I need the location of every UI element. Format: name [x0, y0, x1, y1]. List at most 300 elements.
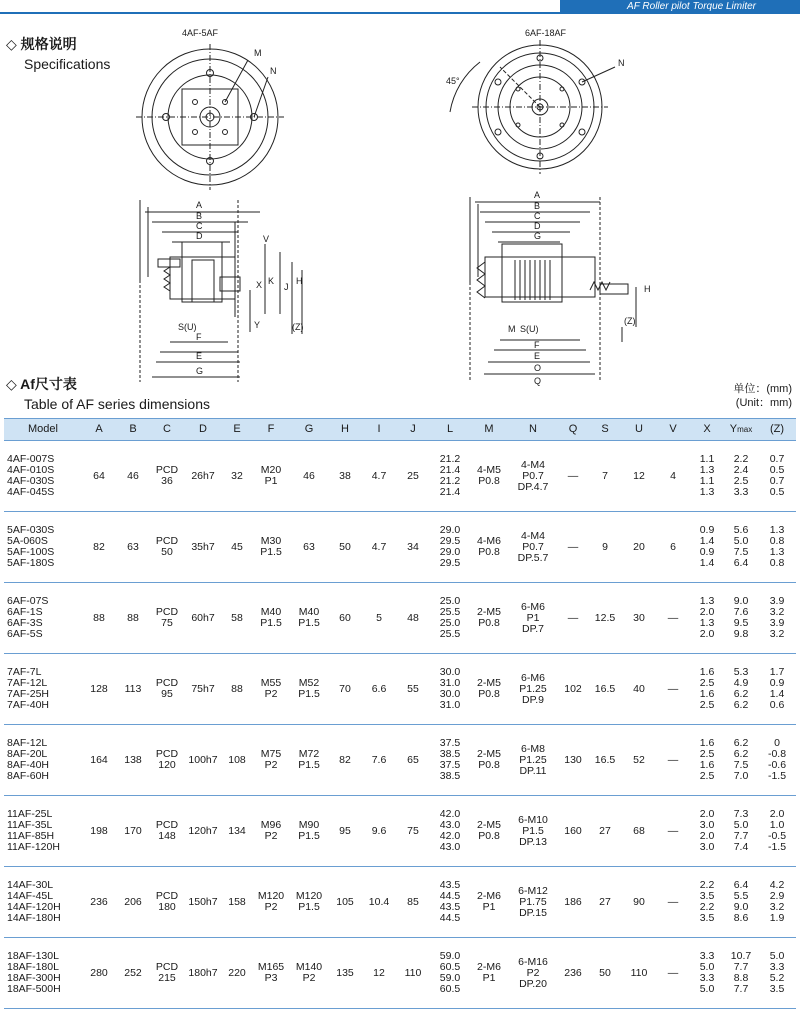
cell-line: DP.5.7	[517, 551, 549, 564]
cell-line: 4AF-007S	[7, 453, 55, 465]
cell-h: 95	[328, 796, 362, 867]
cell-l	[430, 654, 470, 725]
cell-h: 38	[328, 441, 362, 512]
cell-model	[4, 512, 82, 583]
cell-g	[290, 938, 328, 1009]
cell-line: P2	[302, 972, 316, 984]
column-header: (Z)	[758, 419, 796, 441]
cell-line: 4AF-030S	[7, 475, 55, 487]
cell-line: 148	[158, 830, 176, 842]
cell-x	[690, 583, 724, 654]
cell-line: 1.3	[699, 464, 715, 476]
cell-n	[508, 512, 558, 583]
cell-g	[290, 441, 328, 512]
cell-q: 102	[558, 654, 588, 725]
cell-d: 60h7	[184, 583, 222, 654]
cell-line: DP.20	[519, 977, 547, 990]
cell-line: 4.9	[733, 677, 749, 689]
cell-e: 134	[222, 796, 252, 867]
cell-line: 6-M8	[521, 742, 545, 755]
cell-a: 236	[82, 867, 116, 938]
cell-n	[508, 654, 558, 725]
cell-line: 25.5	[439, 606, 461, 618]
cell-e: 88	[222, 654, 252, 725]
cell-s: 50	[588, 938, 622, 1009]
cell-line: 21.2	[439, 453, 461, 465]
cell-line: 7.4	[733, 841, 749, 853]
cell-line: PCD	[155, 890, 179, 902]
cell-line: PCD	[155, 464, 179, 476]
cell-h: 70	[328, 654, 362, 725]
label-n-right: N	[618, 58, 625, 68]
cell-line: 4.2	[769, 879, 785, 891]
cell-s: 27	[588, 796, 622, 867]
cell-m	[470, 441, 508, 512]
cell-line: 180	[158, 901, 176, 913]
unit-en: (Unit：mm)	[735, 397, 792, 409]
cell-line: 5.0	[699, 983, 715, 995]
cell-a: 88	[82, 583, 116, 654]
cell-y	[724, 725, 758, 796]
cell-line: 29.5	[439, 557, 461, 569]
cell-line: M40	[298, 606, 320, 618]
cell-y	[724, 867, 758, 938]
cell-line: 30.0	[439, 688, 461, 700]
cell-line: 1.3	[699, 617, 715, 629]
cell-line: 1.0	[769, 819, 785, 831]
cell-b: 88	[116, 583, 150, 654]
cell-line: 30.0	[439, 666, 461, 678]
banner-title: AF Roller pilot Torque Limiter	[627, 1, 756, 12]
cell-s: 16.5	[588, 654, 622, 725]
label-a-right: A	[534, 190, 541, 200]
cell-line: 5AF-100S	[7, 546, 55, 558]
cell-line: 7AF-25H	[7, 688, 50, 700]
cell-line: PCD	[155, 677, 179, 689]
cell-i: 9.6	[362, 796, 396, 867]
cell-d: 120h7	[184, 796, 222, 867]
cell-model	[4, 725, 82, 796]
cell-x	[690, 441, 724, 512]
label-m-right: M	[508, 324, 516, 334]
cell-v: —	[656, 938, 690, 1009]
cell-line: 0.9	[699, 546, 715, 558]
cell-line: 2.5	[733, 475, 749, 487]
cell-q: 160	[558, 796, 588, 867]
cell-j: 48	[396, 583, 430, 654]
cell-line: 6AF-1S	[7, 606, 43, 618]
column-header: Q	[558, 419, 588, 441]
cell-l	[430, 725, 470, 796]
cell-s: 7	[588, 441, 622, 512]
cell-line: 25.5	[439, 628, 461, 640]
label-f-left: F	[196, 332, 202, 342]
cell-line: 6-M10	[518, 813, 548, 826]
cell-model	[4, 583, 82, 654]
cell-line: 1.4	[699, 535, 715, 547]
cell-line: 14AF-30L	[7, 879, 54, 891]
cell-line: 18AF-180L	[7, 961, 59, 973]
cell-a: 64	[82, 441, 116, 512]
cell-s: 12.5	[588, 583, 622, 654]
cell-line: 2.2	[699, 901, 715, 913]
cell-model	[4, 654, 82, 725]
cell-line: 60.5	[439, 961, 461, 973]
cell-line: 120	[158, 759, 176, 771]
cell-line: 21.2	[439, 475, 461, 487]
cell-q: 236	[558, 938, 588, 1009]
cell-line: 2-M5	[477, 819, 501, 831]
cell-line: 18AF-500H	[7, 983, 61, 995]
cell-line: 7AF-12L	[7, 677, 48, 689]
cell-line: 2.9	[769, 890, 785, 902]
cell-z	[758, 583, 796, 654]
cell-i: 7.6	[362, 725, 396, 796]
cell-line: 14AF-45L	[7, 890, 54, 902]
top-banner	[0, 0, 800, 14]
cell-m	[470, 796, 508, 867]
cell-u: 68	[622, 796, 656, 867]
cell-u: 110	[622, 938, 656, 1009]
cell-c	[150, 796, 184, 867]
label-m-left: M	[254, 48, 262, 58]
cell-line: M90	[298, 819, 320, 831]
cell-line: M72	[298, 748, 320, 760]
label-c-left: C	[196, 221, 203, 231]
cell-line: 1.9	[769, 912, 785, 924]
table-title-cn: ◇ Af尺寸表	[6, 376, 77, 392]
cell-y	[724, 583, 758, 654]
cell-line: 5.6	[733, 524, 749, 536]
cell-a: 164	[82, 725, 116, 796]
cell-line: 5.0	[699, 961, 715, 973]
cell-u: 30	[622, 583, 656, 654]
cell-u: 90	[622, 867, 656, 938]
cell-line: 6AF-3S	[7, 617, 43, 629]
left-view-title: 4AF-5AF	[182, 28, 219, 38]
cell-line: 43.5	[439, 879, 461, 891]
cell-l	[430, 441, 470, 512]
cell-line: 10.7	[730, 950, 752, 962]
cell-line: 1.6	[699, 666, 715, 678]
cell-f	[252, 583, 290, 654]
cell-line: M120	[295, 890, 323, 902]
cell-n	[508, 867, 558, 938]
cell-line: 0.9	[769, 677, 785, 689]
cell-line: 9.5	[733, 617, 749, 629]
cell-h: 105	[328, 867, 362, 938]
cell-line: 42.0	[439, 830, 461, 842]
cell-b: 46	[116, 441, 150, 512]
cell-f	[252, 867, 290, 938]
cell-line: 4-M6	[477, 535, 501, 547]
cell-b: 170	[116, 796, 150, 867]
table-row	[4, 441, 796, 512]
cell-i: 10.4	[362, 867, 396, 938]
label-n-left: N	[270, 66, 277, 76]
cell-z	[758, 938, 796, 1009]
cell-line: 2.0	[699, 830, 715, 842]
cell-line: M55	[260, 677, 282, 689]
cell-line: M75	[260, 748, 282, 760]
cell-x	[690, 796, 724, 867]
cell-a: 82	[82, 512, 116, 583]
cell-line: 4-M4	[521, 458, 545, 471]
cell-line: 3.9	[769, 617, 785, 629]
cell-f	[252, 796, 290, 867]
cell-e: 32	[222, 441, 252, 512]
cell-j: 75	[396, 796, 430, 867]
cell-line: -1.5	[767, 770, 787, 782]
cell-x	[690, 938, 724, 1009]
cell-a: 198	[82, 796, 116, 867]
cell-f	[252, 441, 290, 512]
cell-line: 7.3	[733, 808, 749, 820]
cell-line: 5.0	[769, 950, 785, 962]
cell-line: 0.5	[769, 486, 785, 498]
cell-c	[150, 725, 184, 796]
cell-z	[758, 867, 796, 938]
cell-line: 7.6	[733, 606, 749, 618]
column-header: G	[290, 419, 328, 441]
cell-d: 100h7	[184, 725, 222, 796]
cell-line: 25.0	[439, 595, 461, 607]
cell-line: 215	[158, 972, 176, 984]
table-header-row	[4, 419, 796, 441]
label-b-left: B	[196, 211, 203, 221]
column-header: B	[116, 419, 150, 441]
table-title-en: Table of AF series dimensions	[24, 396, 210, 412]
cell-line: 3.5	[699, 890, 715, 902]
cell-l	[430, 583, 470, 654]
cell-v: —	[656, 583, 690, 654]
cell-f	[252, 654, 290, 725]
cell-line: 44.5	[439, 890, 461, 902]
cell-line: 60.5	[439, 983, 461, 995]
cell-h: 50	[328, 512, 362, 583]
cell-d: 35h7	[184, 512, 222, 583]
cell-v: —	[656, 796, 690, 867]
cell-line: 6-M12	[518, 884, 548, 897]
cell-line: 2-M5	[477, 606, 501, 618]
table-row	[4, 796, 796, 867]
cell-line: 1.4	[769, 688, 785, 700]
cell-d: 180h7	[184, 938, 222, 1009]
cell-line: 2.0	[699, 628, 715, 640]
cell-g	[290, 654, 328, 725]
cell-line: 0.9	[699, 524, 715, 536]
cell-g	[290, 867, 328, 938]
cell-line: 4AF-045S	[7, 486, 55, 498]
cell-model	[4, 796, 82, 867]
cell-line: 8AF-40H	[7, 759, 50, 771]
cell-line: 4AF-010S	[7, 464, 55, 476]
cell-line: M96	[260, 819, 282, 831]
cell-line: 6.2	[733, 688, 749, 700]
banner-line	[0, 12, 800, 14]
cell-line: 5.0	[733, 819, 749, 831]
right-view-title: 6AF-18AF	[525, 28, 567, 38]
cell-a: 128	[82, 654, 116, 725]
cell-line: 38.5	[439, 770, 461, 782]
cell-line: 1.3	[769, 546, 785, 558]
cell-line: 2.5	[699, 770, 715, 782]
cell-x	[690, 725, 724, 796]
cell-s: 27	[588, 867, 622, 938]
cell-line: 5AF-180S	[7, 557, 55, 569]
cell-line: 7AF-7L	[7, 666, 42, 678]
column-header: U	[622, 419, 656, 441]
cell-line: P0.8	[478, 546, 500, 558]
label-v-left: V	[263, 234, 270, 244]
column-header: I	[362, 419, 396, 441]
cell-s: 9	[588, 512, 622, 583]
cell-line: P1.75	[519, 895, 547, 908]
cell-line: P2	[264, 688, 278, 700]
cell-line: 43.0	[439, 819, 461, 831]
cell-e: 58	[222, 583, 252, 654]
cell-h: 82	[328, 725, 362, 796]
cell-model	[4, 867, 82, 938]
cell-line: P2	[264, 759, 278, 771]
cell-line: 21.4	[439, 486, 461, 498]
cell-line: M165	[257, 961, 285, 973]
cell-y	[724, 796, 758, 867]
cell-line: 8AF-20L	[7, 748, 48, 760]
cell-line: P0.8	[478, 688, 500, 700]
cell-model	[4, 938, 82, 1009]
cell-m	[470, 867, 508, 938]
cell-f	[252, 512, 290, 583]
cell-line: -0.6	[767, 759, 787, 771]
cell-m	[470, 725, 508, 796]
column-header: L	[430, 419, 470, 441]
cell-line: DP.15	[519, 906, 547, 919]
cell-line: 3.3	[769, 961, 785, 973]
cell-l	[430, 867, 470, 938]
cell-line: 2.4	[733, 464, 749, 476]
cell-line: 3.9	[769, 595, 785, 607]
cell-m	[470, 938, 508, 1009]
cell-line: 6.4	[733, 879, 749, 891]
cell-line: 1.6	[699, 688, 715, 700]
column-header: E	[222, 419, 252, 441]
table-row	[4, 938, 796, 1009]
cell-i: 4.7	[362, 441, 396, 512]
label-q-right: Q	[534, 376, 542, 386]
cell-line: 2.5	[699, 699, 715, 711]
label-h-left: H	[296, 276, 303, 286]
cell-line: 6-M6	[521, 671, 545, 684]
cell-line: DP.13	[519, 835, 547, 848]
cell-q: 130	[558, 725, 588, 796]
cell-v: —	[656, 654, 690, 725]
cell-q: —	[558, 583, 588, 654]
cell-n	[508, 583, 558, 654]
cell-line: DP.9	[522, 693, 544, 706]
cell-line: 11AF-120H	[7, 841, 60, 853]
label-z-right: (Z)	[624, 316, 636, 326]
cell-line: 6-M6	[521, 600, 545, 613]
ymax-subscript: max	[737, 425, 753, 434]
cell-g	[290, 796, 328, 867]
cell-line: P0.7	[522, 540, 544, 553]
cell-h: 60	[328, 583, 362, 654]
cell-line: 1.6	[699, 737, 715, 749]
label-b-right: B	[534, 201, 541, 211]
cell-line: 1.4	[699, 557, 715, 569]
cell-line: 3.5	[699, 912, 715, 924]
cell-z	[758, 654, 796, 725]
unit-label	[733, 382, 792, 410]
cell-line: 11AF-35L	[7, 819, 53, 831]
label-k-left: K	[268, 276, 275, 286]
cell-line: P1	[482, 972, 496, 984]
cell-n	[508, 725, 558, 796]
column-header: M	[470, 419, 508, 441]
cell-g	[290, 512, 328, 583]
label-h-right: H	[644, 284, 651, 294]
cell-line: 1.3	[699, 486, 715, 498]
cell-b: 63	[116, 512, 150, 583]
cell-line: M30	[260, 535, 282, 547]
cell-line: 18AF-300H	[7, 972, 61, 984]
cell-line: P2	[264, 830, 278, 842]
label-f-right: F	[534, 340, 540, 350]
cell-e: 220	[222, 938, 252, 1009]
cell-c	[150, 654, 184, 725]
label-j-left: J	[284, 282, 289, 292]
cell-line: 1.6	[699, 759, 715, 771]
column-header: Model	[4, 419, 82, 441]
cell-line: PCD	[155, 961, 179, 973]
cell-j: 34	[396, 512, 430, 583]
cell-line: 14AF-180H	[7, 912, 61, 924]
cell-line: 2-M5	[477, 677, 501, 689]
cell-c	[150, 583, 184, 654]
cell-line: P1.25	[519, 753, 547, 766]
cell-y	[724, 654, 758, 725]
cell-line: 2.0	[699, 808, 715, 820]
cell-line: 11AF-25L	[7, 808, 53, 820]
cell-line: 0.5	[769, 464, 785, 476]
cell-x	[690, 867, 724, 938]
label-d-left: D	[196, 231, 203, 241]
right-front-view	[450, 40, 615, 174]
cell-line: M120	[257, 890, 285, 902]
cell-line: 7.5	[733, 546, 749, 558]
cell-line: 2.0	[769, 808, 785, 820]
cell-line: P1	[526, 611, 540, 624]
label-z-left: (Z)	[292, 322, 304, 332]
cell-v: 4	[656, 441, 690, 512]
cell-s: 16.5	[588, 725, 622, 796]
cell-line: P2	[526, 966, 540, 979]
cell-z	[758, 441, 796, 512]
cell-v: —	[656, 867, 690, 938]
cell-u: 12	[622, 441, 656, 512]
cell-line: 8AF-12L	[7, 737, 48, 749]
cell-h: 135	[328, 938, 362, 1009]
cell-line: P1.5	[522, 824, 544, 837]
cell-c	[150, 441, 184, 512]
label-y-left: Y	[254, 320, 261, 330]
cell-line: P2	[264, 901, 278, 913]
cell-line: 1.1	[699, 475, 715, 487]
cell-line: P0.8	[478, 830, 500, 842]
cell-line: 7.7	[733, 961, 749, 973]
cell-line: 29.0	[439, 546, 461, 558]
